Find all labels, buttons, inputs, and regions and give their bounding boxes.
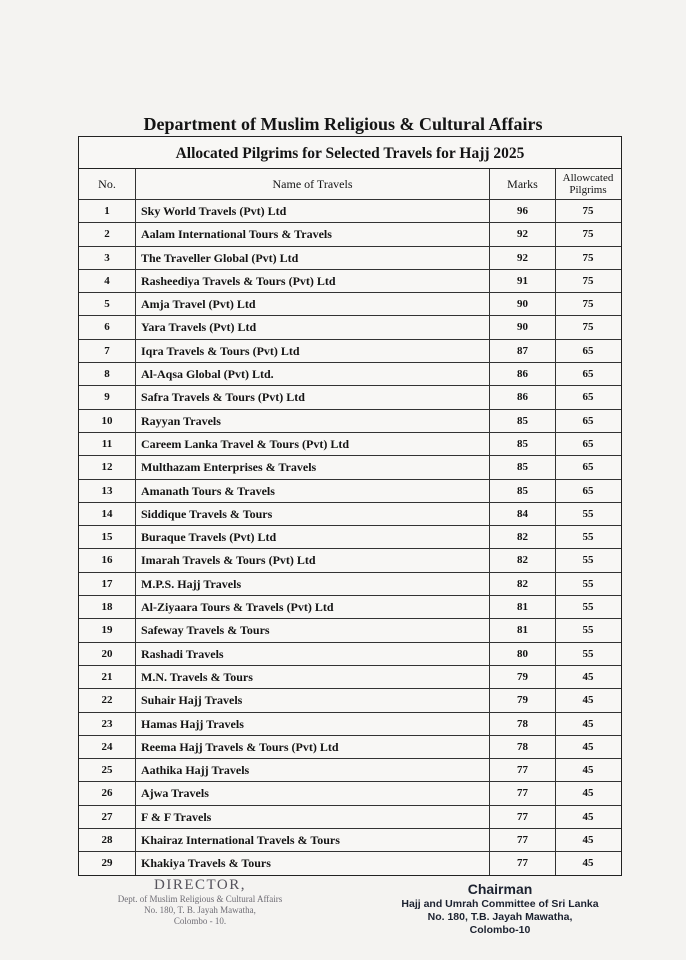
table-row (79, 223, 621, 246)
cell-allocated: 45 (582, 834, 594, 847)
pilgrims-table (78, 136, 622, 876)
cell-marks: 82 (490, 573, 556, 595)
cell-allocated: 45 (582, 694, 594, 707)
table-row (79, 689, 621, 712)
table-subtitle: Allocated Pilgrims for Selected Travels for Hajj 2025 (79, 137, 621, 169)
table-row (79, 526, 621, 549)
cell-name: Safeway Travels & Tours (136, 619, 490, 641)
cell-no: 16 (79, 549, 136, 571)
cell-no: 27 (79, 806, 136, 828)
cell-no: 14 (79, 503, 136, 525)
cell-allocated: 65 (582, 437, 594, 450)
cell-allocated: 75 (582, 228, 594, 241)
cell-name: Rayyan Travels (136, 410, 490, 432)
director-stamp (60, 876, 340, 927)
cell-marks: 77 (490, 829, 556, 851)
cell-name: Aathika Hajj Travels (136, 759, 490, 781)
table-row (79, 573, 621, 596)
table-row (79, 596, 621, 619)
cell-no: 29 (79, 852, 136, 874)
cell-name: Amja Travel (Pvt) Ltd (136, 293, 490, 315)
cell-marks: 96 (490, 200, 556, 222)
cell-marks: 81 (490, 619, 556, 641)
table-row (79, 410, 621, 433)
cell-name: Reema Hajj Travels & Tours (Pvt) Ltd (136, 736, 490, 758)
cell-name: Suhair Hajj Travels (136, 689, 490, 711)
cell-name: Siddique Travels & Tours (136, 503, 490, 525)
cell-no: 5 (79, 293, 136, 315)
column-header-allocated-line1: Allowcated (562, 172, 614, 184)
cell-marks: 79 (490, 666, 556, 688)
cell-allocated: 55 (582, 577, 594, 590)
cell-name: Iqra Travels & Tours (Pvt) Ltd (136, 340, 490, 362)
cell-name: M.P.S. Hajj Travels (136, 573, 490, 595)
table-row (79, 643, 621, 666)
column-header-name: Name of Travels (136, 169, 490, 199)
cell-name: Hamas Hajj Travels (136, 713, 490, 735)
cell-name: Rasheediya Travels & Tours (Pvt) Ltd (136, 270, 490, 292)
cell-name: Amanath Tours & Travels (136, 480, 490, 502)
cell-no: 26 (79, 782, 136, 804)
cell-name: Sky World Travels (Pvt) Ltd (136, 200, 490, 222)
cell-allocated: 65 (582, 484, 594, 497)
cell-allocated: 75 (582, 205, 594, 217)
cell-allocated: 75 (582, 274, 594, 287)
table-row (79, 736, 621, 759)
table-row (79, 433, 621, 456)
table-row (79, 340, 621, 363)
cell-no: 2 (79, 223, 136, 245)
table-row (79, 270, 621, 293)
table-body (79, 200, 621, 875)
table-header-row (79, 169, 621, 200)
table-row (79, 480, 621, 503)
cell-marks: 85 (490, 456, 556, 478)
director-line1: Dept. of Muslim Religious & Cultural Affairs (117, 894, 283, 904)
cell-no: 3 (79, 247, 136, 269)
cell-no: 13 (79, 480, 136, 502)
table-row (79, 386, 621, 409)
cell-allocated: 45 (582, 857, 594, 870)
cell-no: 7 (79, 340, 136, 362)
cell-no: 18 (79, 596, 136, 618)
column-header-allocated-line2: Pilgrims (569, 184, 607, 196)
director-title: DIRECTOR, (154, 877, 246, 893)
cell-marks: 77 (490, 806, 556, 828)
cell-allocated: 55 (582, 507, 594, 520)
cell-no: 17 (79, 573, 136, 595)
cell-name: Safra Travels & Tours (Pvt) Ltd (136, 386, 490, 408)
table-row (79, 293, 621, 316)
chairman-block (380, 880, 620, 937)
cell-name: Al-Ziyaara Tours & Travels (Pvt) Ltd (136, 596, 490, 618)
cell-marks: 85 (490, 480, 556, 502)
cell-marks: 80 (490, 643, 556, 665)
cell-name: Aalam International Tours & Travels (136, 223, 490, 245)
cell-name: Rashadi Travels (136, 643, 490, 665)
cell-allocated: 65 (582, 414, 594, 427)
cell-marks: 77 (490, 782, 556, 804)
table-row (79, 713, 621, 736)
cell-marks: 79 (490, 689, 556, 711)
cell-allocated: 65 (582, 368, 594, 381)
cell-name: Multhazam Enterprises & Travels (136, 456, 490, 478)
chairman-line1: Hajj and Umrah Committee of Sri Lanka (401, 898, 599, 910)
table-row (79, 666, 621, 689)
cell-allocated: 55 (582, 601, 594, 614)
table-row (79, 852, 621, 874)
chairman-line2: No. 180, T.B. Jayah Mawatha, (427, 911, 573, 923)
column-header-marks: Marks (490, 169, 556, 199)
cell-allocated: 45 (582, 717, 594, 730)
table-row (79, 829, 621, 852)
cell-marks: 90 (490, 293, 556, 315)
cell-marks: 90 (490, 316, 556, 338)
table-row (79, 456, 621, 479)
table-row (79, 200, 621, 223)
cell-name: M.N. Travels & Tours (136, 666, 490, 688)
cell-no: 28 (79, 829, 136, 851)
table-row (79, 316, 621, 339)
cell-marks: 77 (490, 759, 556, 781)
cell-name: Buraque Travels (Pvt) Ltd (136, 526, 490, 548)
cell-allocated: 45 (582, 764, 594, 777)
table-row (79, 503, 621, 526)
column-header-no: No. (79, 169, 136, 199)
cell-no: 25 (79, 759, 136, 781)
cell-allocated: 55 (582, 554, 594, 567)
cell-marks: 92 (490, 247, 556, 269)
cell-no: 24 (79, 736, 136, 758)
cell-no: 15 (79, 526, 136, 548)
cell-allocated: 55 (582, 531, 594, 544)
chairman-title: Chairman (467, 881, 533, 897)
cell-marks: 87 (490, 340, 556, 362)
cell-allocated: 45 (582, 670, 594, 683)
cell-no: 23 (79, 713, 136, 735)
cell-no: 1 (79, 200, 136, 222)
cell-marks: 86 (490, 386, 556, 408)
cell-no: 4 (79, 270, 136, 292)
cell-no: 12 (79, 456, 136, 478)
cell-allocated: 55 (582, 647, 594, 660)
cell-no: 8 (79, 363, 136, 385)
cell-allocated: 75 (582, 251, 594, 264)
cell-marks: 81 (490, 596, 556, 618)
director-line3: Colombo - 10. (173, 916, 227, 926)
cell-marks: 77 (490, 852, 556, 874)
table-row (79, 247, 621, 270)
cell-marks: 84 (490, 503, 556, 525)
cell-allocated: 65 (582, 461, 594, 474)
cell-name: Khakiya Travels & Tours (136, 852, 490, 874)
cell-marks: 91 (490, 270, 556, 292)
table-row (79, 759, 621, 782)
page-title: Department of Muslim Religious & Cultural Affairs (143, 114, 543, 134)
cell-name: Khairaz International Travels & Tours (136, 829, 490, 851)
cell-name: The Traveller Global (Pvt) Ltd (136, 247, 490, 269)
cell-no: 10 (79, 410, 136, 432)
table-row (79, 363, 621, 386)
cell-allocated: 75 (582, 321, 594, 334)
cell-no: 11 (79, 433, 136, 455)
cell-no: 21 (79, 666, 136, 688)
cell-allocated: 45 (582, 740, 594, 753)
cell-allocated: 45 (582, 810, 594, 823)
director-line2: No. 180, T. B. Jayah Mawatha, (144, 905, 256, 915)
cell-name: Ajwa Travels (136, 782, 490, 804)
cell-name: Al-Aqsa Global (Pvt) Ltd. (136, 363, 490, 385)
cell-no: 20 (79, 643, 136, 665)
cell-marks: 82 (490, 549, 556, 571)
cell-marks: 78 (490, 736, 556, 758)
cell-name: Careem Lanka Travel & Tours (Pvt) Ltd (136, 433, 490, 455)
chairman-line3: Colombo-10 (469, 924, 531, 936)
cell-allocated: 65 (582, 344, 594, 357)
cell-name: Yara Travels (Pvt) Ltd (136, 316, 490, 338)
cell-marks: 86 (490, 363, 556, 385)
cell-marks: 85 (490, 433, 556, 455)
table-row (79, 782, 621, 805)
cell-allocated: 75 (582, 298, 594, 311)
table-row (79, 619, 621, 642)
cell-name: F & F Travels (136, 806, 490, 828)
cell-marks: 82 (490, 526, 556, 548)
cell-no: 19 (79, 619, 136, 641)
cell-marks: 92 (490, 223, 556, 245)
cell-no: 22 (79, 689, 136, 711)
cell-allocated: 55 (582, 624, 594, 637)
cell-marks: 85 (490, 410, 556, 432)
cell-marks: 78 (490, 713, 556, 735)
cell-allocated: 45 (582, 787, 594, 800)
cell-name: Imarah Travels & Tours (Pvt) Ltd (136, 549, 490, 571)
cell-allocated: 65 (582, 391, 594, 404)
table-row (79, 549, 621, 572)
column-header-allocated (556, 169, 620, 199)
cell-no: 6 (79, 316, 136, 338)
cell-no: 9 (79, 386, 136, 408)
table-row (79, 806, 621, 829)
